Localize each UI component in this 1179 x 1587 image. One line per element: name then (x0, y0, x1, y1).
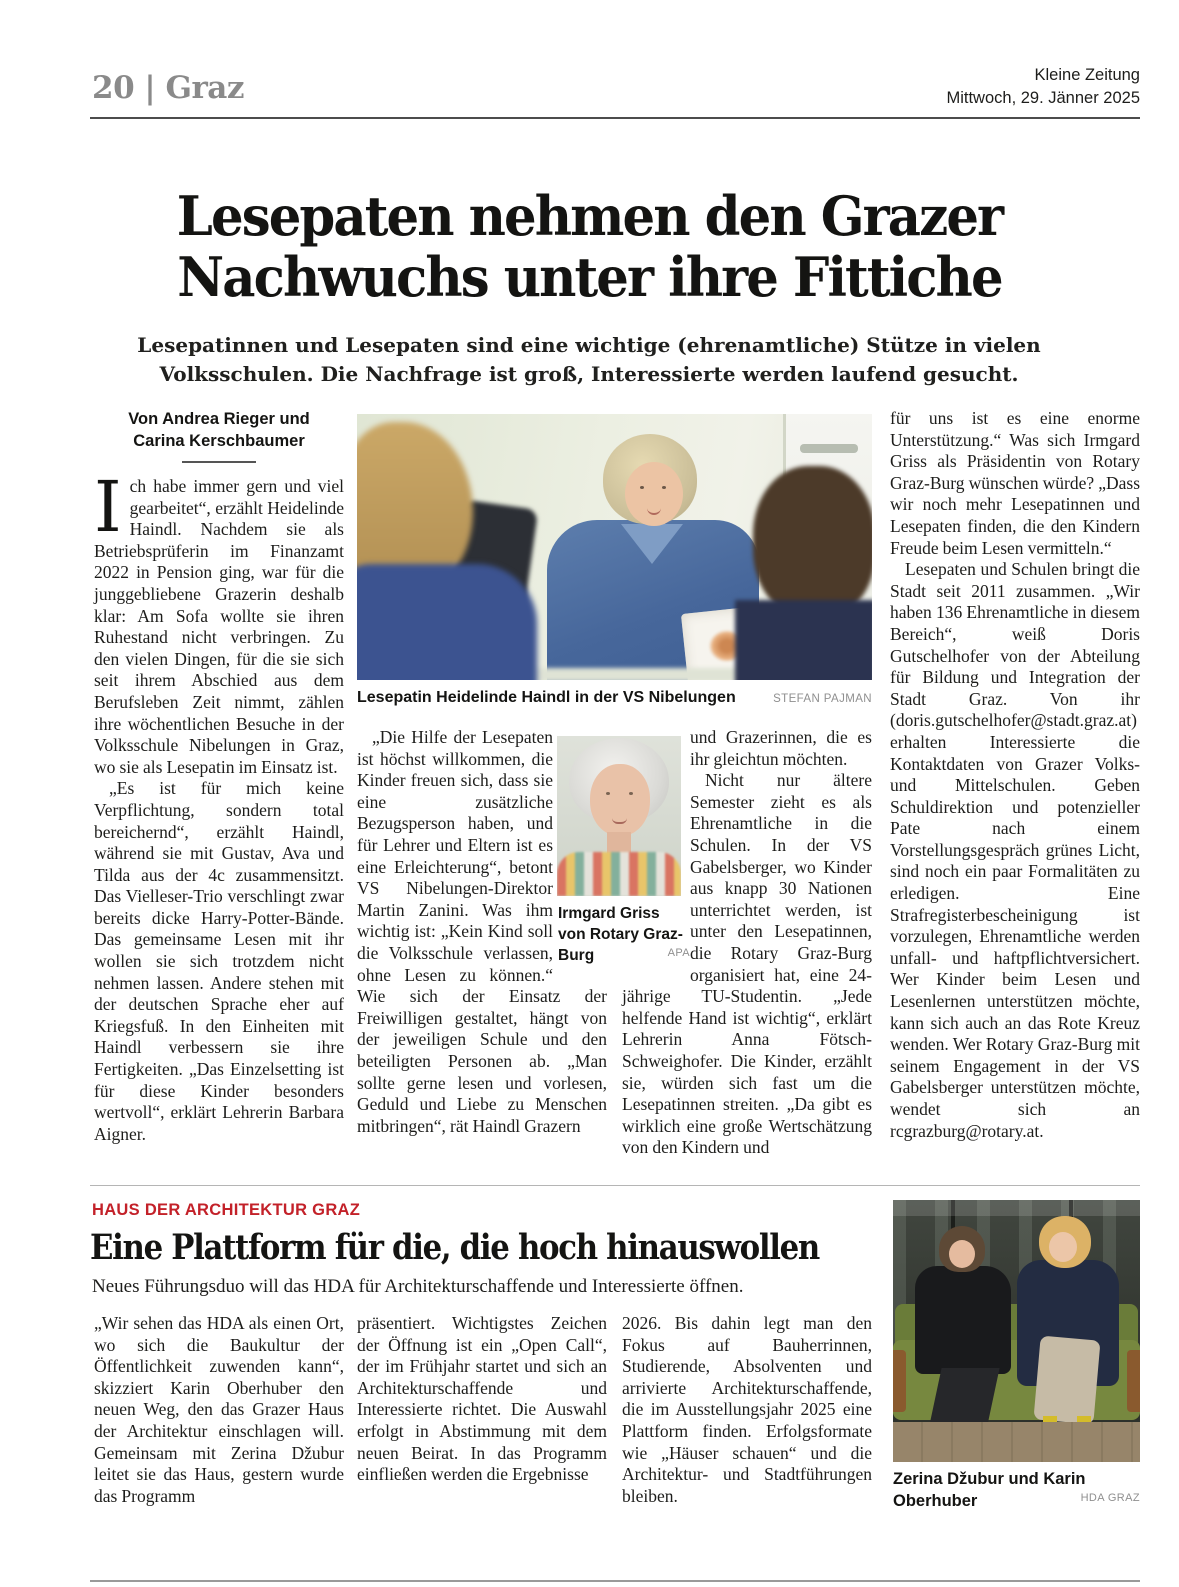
drop-cap: I (94, 466, 122, 548)
paragraph: Nicht nur ältere Semester zieht es als Ehrenamtliche in die Schulen. In der VS Gabelsberger, wo Kinder aus knapp 30 Nationen unterrichtet werden, ist unter den Lesepatinnen, die Rotary Graz-Burg organisiert hat, eine 24-jährige TU-Studentin. „Jede helfende Hand ist wichtig“, erklärt Lehrerin Anna Fötsch-Schweighofer. Die Kinder, erzählt sie, würden sich fast um die Lesepatinnen streiten. „Da gibt es wirklich eine große Wertschätzung von den Kindern und (622, 770, 872, 1158)
hda-column-3 (622, 1313, 872, 1507)
byline-rule (182, 461, 256, 463)
hda-headline: Eine Plattform für die, die hoch hinauswollen (90, 1227, 819, 1268)
main-headline-line2: Nachwuchs unter ihre Fittiche (177, 245, 1002, 309)
inset-caption-text: Irmgard Griss von Rotary Graz-Burg (558, 905, 683, 964)
photo-art-child-right-hair (753, 466, 872, 618)
photo-art-woman1-face (949, 1240, 975, 1268)
text-wrap-spacer (622, 727, 690, 977)
main-photo-caption: Lesepatin Heidelinde Haindl in der VS Nibelungen (357, 689, 736, 706)
photo-art-woman2-face (1049, 1232, 1077, 1262)
hda-photo-credit: HDA GRAZ (1080, 1492, 1140, 1504)
photo-art-woman1-legs (928, 1368, 999, 1430)
main-photo (357, 414, 872, 680)
byline (94, 408, 344, 452)
masthead-title: Kleine Zeitung (1034, 66, 1140, 84)
article-divider-rule (90, 1185, 1140, 1186)
photo-art-child-right-body (735, 600, 872, 680)
paragraph: präsentiert. Wichtigstes Zeichen der Öffnung ist ein „Open Call“, der im Frühjahr startet und sich an Architekturschaffende und Interessierte richtet. Die Auswahl erfolgt in Abstimmung mit dem neuen Beirat. In das Programm einfließen werden die Ergebnisse (357, 1313, 607, 1485)
photo-art-eye (606, 792, 610, 795)
main-article-column-4 (890, 408, 1140, 1142)
paragraph (94, 466, 344, 778)
byline-line2: Carina Kerschbaumer (133, 432, 305, 450)
byline-line1: Von Andrea Rieger und (128, 410, 310, 428)
main-subhead: Lesepatinnen und Lesepaten sind eine wichtige (ehrenamtliche) Stütze in vielen Volksschulen. Die Nachfrage ist groß, Interessierte werden laufend gesucht. (137, 333, 1041, 386)
photo-art-woman2-pants (1033, 1336, 1100, 1425)
hda-column-1 (94, 1313, 344, 1507)
main-photo-caption-row (357, 689, 872, 707)
main-headline (29, 186, 1149, 308)
hda-lead: Neues Führungsduo will das HDA für Architekturschaffende und Interessierte öffnen. (92, 1276, 744, 1297)
photo-art-woman1-body (915, 1266, 1011, 1374)
hda-photo (893, 1200, 1140, 1462)
photo-art-woman-face (625, 462, 683, 526)
main-article-column-1 (94, 408, 344, 1145)
masthead-block (946, 64, 1140, 110)
paragraph: „Die Hilfe der Lesepaten ist höchst willkommen, die Kinder freuen sich, dass sie eine zusätzliche Bezugsperson haben, und für Lehrer und Eltern ist es eine Erleichterung“, betont VS Nibelungen-Direktor Martin Zanini. Was ihm wichtig ist: „Kein Kind soll die Volksschule verlassen, ohne Lesen zu können.“ Wie sich der Einsatz der Freiwilligen gestaltet, hängt von der jeweiligen Schule und den beteiligten Personen ab. „Man sollte gerne lesen und vorlesen, Geduld und Liebe zu Menschen mitbringen“, rät Haindl Grazern (357, 727, 607, 1136)
paragraph-text: ch habe immer gern und viel gearbeitet“, erzählt Heidelinde Haindl. Nachdem sie als Betriebsprüferin im Finanzamt 2022 in Pension ging, war für die junggebliebene Grazerin deshalb klar: Am Sofa wollte sie ihren Ruhestand nicht verbringen. Zu den vielen Dingen, für die sie sich seit ihrem Abschied aus dem Berufsleben Zeit nimmt, zählen ihre wöchentlichen Besuche in der Volksschule Nibelungen in Graz, wo sie als Lesepatin im Einsatz ist. (94, 476, 344, 777)
photo-art-top-glow (893, 1200, 1140, 1216)
bottom-rule (90, 1580, 1140, 1582)
paragraph: Lesepaten und Schulen bringt die Stadt seit 2011 zusammen. „Wir haben 136 Ehrenamtliche in diesem Bereich“, weiß Doris Gutschelhofer von der Abteilung für Bildung und Integration der Stadt Graz. Von ihr (doris.gutschelhofer@stadt.graz.at) erhalten Interessierte die Kontaktdaten von Grazer Volks- und Mittelschulen. Geben Schuldirektion und potenzieller Pate nach einem Vorstellungsgespräch grünes Licht, sind noch ein paar Formalitäten zu erledigen. Eine Strafregisterbescheinigung ist vorzulegen, Ehrenamtliche werden unfall- und haftpflichtversichert. Wer Kinder beim Lesen und Lesenlernen unterstützen möchte, kann sich auch an das Rote Kreuz wenden. Wer Rotary Graz-Burg mit seinem Engagement in der VS Gabelsberger unterstützen möchte, wendet sich an rcgrazburg@rotary.at. (890, 559, 1140, 1141)
photo-art-couch-arm (1127, 1350, 1140, 1412)
section-page-label: 20 | Graz (92, 70, 244, 106)
header-rule (90, 117, 1140, 119)
hda-caption-text: Zerina Džubur und Karin Oberhuber (893, 1470, 1086, 1510)
photo-art-child-left-body (357, 564, 537, 680)
paragraph: für uns ist es eine enorme Unterstützung.“ Was sich Irmgard Griss als Präsidentin von Rotary Graz-Burg wünschen würde? „Dass wir noch mehr Lesepatinnen und Lesepaten finden, die den Kindern Freude beim Lesen vermitteln.“ (890, 408, 1141, 558)
paragraph: 2026. Bis dahin legt man den Fokus auf Bauherrinnen, Studierende, Absolventen und arrivierte Architekturschaffende, die im Ausstellungsjahr 2025 eine Plattform finden. Erfolgsformate wie „Häuser schauen“ und die Architektur- und Stadtführungen bleiben. (622, 1313, 872, 1506)
hda-photo-caption (893, 1468, 1140, 1512)
main-article-column-3 (622, 727, 872, 1159)
photo-art-eye (640, 486, 644, 489)
photo-art-door-bar (800, 444, 858, 453)
photo-art-wood-floor (893, 1422, 1140, 1462)
main-photo-credit: STEFAN PAJMAN (773, 693, 872, 705)
inset-photo-credit: APA (667, 947, 690, 959)
issue-date: Mittwoch, 29. Jänner 2025 (946, 89, 1140, 107)
paragraph: „Es ist für mich keine Verpflichtung, sondern total bereichernd“, erzählt Haindl, während sie mit Gustav, Ava und Tilda aus der 4c zusammensitzt. Das Vielleser-Trio verschlingt zwar bereits dicke Harry-Potter-Bände. Das gemeinsame Lesen mit ihr wollen sie sich trotzdem nicht nehmen lassen. Andere stehen mit der deutschen Sprache eher auf Kriegsfuß. In den Einheiten mit Haindl verbessern sie ihre Fertigkeiten. „Das Einzelsetting ist für diese Kinder besonders wertvoll“, erklärt Lehrerin Barbara Aigner. (94, 778, 344, 1144)
photo-art-couch-arm (893, 1350, 906, 1412)
paragraph: „Wir sehen das HDA als einen Ort, wo sich die Baukultur der Öffentlichkeit zuwenden kann“, skizziert Karin Oberhuber den neuen Weg, den das Grazer Haus der Architektur einschlagen will. Gemeinsam mit Zerina Džubur leitet sie das Haus, gestern wurde das Programm (94, 1313, 344, 1506)
photo-art-eye (662, 486, 666, 489)
hda-kicker: HAUS DER ARCHITEKTUR GRAZ (92, 1201, 361, 1219)
photo-art-table-edge (507, 668, 767, 680)
hda-column-2 (357, 1313, 607, 1486)
paragraph: und Grazerinnen, die es ihr gleichtun möchten. (690, 727, 872, 769)
main-headline-line1: Lesepaten nehmen den Grazer (176, 184, 1003, 248)
